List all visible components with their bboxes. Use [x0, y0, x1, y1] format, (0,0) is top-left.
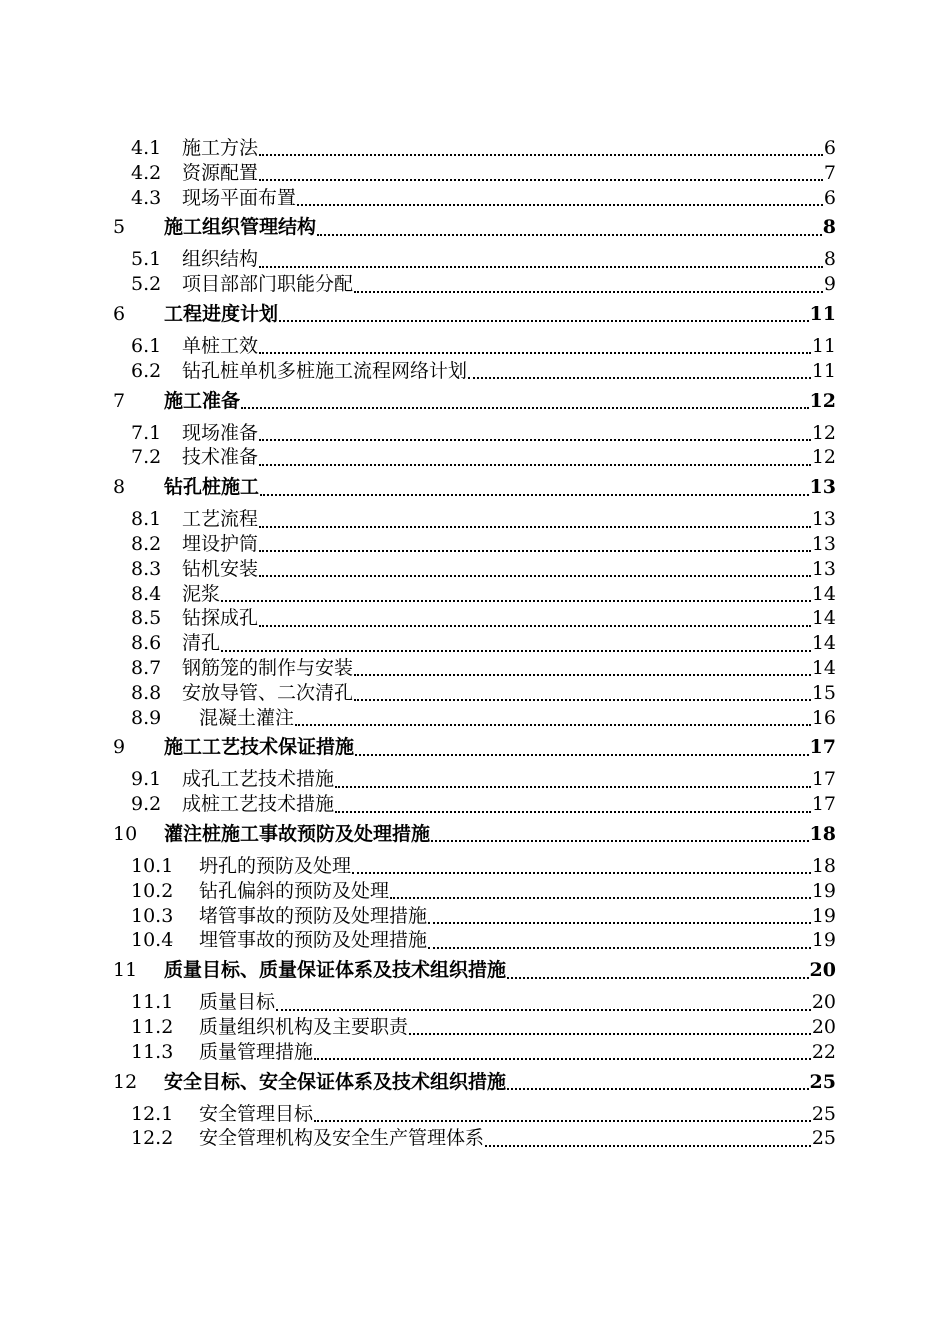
toc-entry-number: 8.9	[131, 706, 162, 729]
toc-entry-title: 施工组织管理结构	[164, 216, 317, 239]
toc-section-entry[interactable]	[113, 445, 836, 470]
toc-entry-number: 8.4	[131, 582, 162, 605]
toc-entry-title: 埋设护筒	[182, 532, 259, 555]
toc-entry-number: 8.1	[131, 508, 162, 531]
toc-entry-title: 安放导管、二次清孔	[182, 681, 354, 704]
toc-entry-title: 现场平面布置	[182, 186, 297, 209]
toc-entry-number: 12	[113, 1070, 138, 1093]
toc-leader-dots	[295, 724, 811, 726]
toc-entry-number: 11	[113, 959, 138, 982]
toc-leader-dots	[314, 1058, 811, 1060]
toc-entry-page-number: 25	[811, 1102, 836, 1125]
toc-entry-page-number: 13	[811, 532, 836, 555]
toc-entry-number: 11.1	[131, 991, 174, 1014]
toc-entry-number: 6.1	[131, 334, 162, 357]
toc-entry-page-number: 20	[811, 1015, 836, 1038]
toc-entry-page-number: 8	[822, 216, 836, 239]
toc-section-entry[interactable]	[113, 706, 836, 731]
toc-section-entry[interactable]	[113, 557, 836, 582]
toc-entry-number: 8.3	[131, 557, 162, 580]
toc-entry-title: 质量目标	[199, 991, 276, 1014]
toc-entry-number: 9.2	[131, 793, 162, 816]
toc-entry-title: 堵管事故的预防及处理措施	[199, 904, 428, 927]
toc-chapter-entry[interactable]	[113, 1069, 836, 1096]
toc-entry-number: 10.1	[131, 854, 174, 877]
toc-section-entry[interactable]	[113, 582, 836, 607]
toc-entry-page-number: 13	[811, 508, 836, 531]
toc-entry-title: 安全管理机构及安全生产管理体系	[199, 1127, 485, 1150]
toc-leader-dots	[259, 464, 811, 466]
toc-entry-title: 工艺流程	[182, 508, 259, 531]
toc-entry-page-number: 11	[809, 302, 836, 325]
toc-section-entry[interactable]	[113, 767, 836, 792]
toc-leader-dots	[354, 699, 811, 701]
toc-entry-page-number: 15	[811, 681, 836, 704]
toc-entry-page-number: 14	[811, 582, 836, 605]
toc-entry-title: 成孔工艺技术措施	[182, 768, 335, 791]
toc-entry-number: 12.2	[131, 1127, 174, 1150]
toc-entry-number: 10.3	[131, 904, 174, 927]
toc-entry-title: 安全目标、安全保证体系及技术组织措施	[164, 1070, 507, 1093]
toc-entry-number: 12.1	[131, 1102, 174, 1125]
toc-entry-title: 成桩工艺技术措施	[182, 793, 335, 816]
toc-entry-number: 4.2	[131, 161, 162, 184]
toc-section-entry[interactable]	[113, 532, 836, 557]
toc-entry-page-number: 20	[809, 959, 836, 982]
toc-entry-title: 技术准备	[182, 446, 259, 469]
toc-leader-dots	[314, 1120, 811, 1122]
toc-entry-number: 6	[113, 302, 126, 325]
toc-entry-title: 组织结构	[182, 248, 259, 271]
toc-entry-number: 8.7	[131, 656, 162, 679]
toc-leader-dots	[259, 439, 811, 441]
toc-entry-number: 4.3	[131, 186, 162, 209]
toc-leader-dots	[259, 575, 811, 577]
toc-leader-dots	[276, 1009, 811, 1011]
toc-entry-page-number: 22	[811, 1040, 836, 1063]
toc-chapter-entry[interactable]	[113, 957, 836, 984]
toc-entry-page-number: 13	[811, 557, 836, 580]
toc-leader-dots	[355, 754, 809, 756]
toc-entry-number: 8.8	[131, 681, 162, 704]
toc-entry-page-number: 14	[811, 632, 836, 655]
toc-entry-page-number: 25	[811, 1127, 836, 1150]
toc-section-entry[interactable]	[113, 507, 836, 532]
toc-leader-dots	[354, 674, 811, 676]
toc-leader-dots	[428, 922, 811, 924]
toc-entry-number: 6.2	[131, 359, 162, 382]
toc-chapter-entry[interactable]	[113, 301, 836, 328]
toc-entry-title: 钻机安装	[182, 557, 259, 580]
toc-leader-dots	[259, 179, 823, 181]
toc-entry-page-number: 19	[811, 904, 836, 927]
toc-entry-page-number: 20	[811, 991, 836, 1014]
toc-section-entry[interactable]	[113, 792, 836, 817]
toc-entry-page-number: 19	[811, 879, 836, 902]
toc-leader-dots	[428, 947, 811, 949]
toc-section-entry[interactable]	[113, 631, 836, 656]
toc-section-entry[interactable]	[113, 421, 836, 446]
toc-section-entry[interactable]	[113, 928, 836, 953]
toc-entry-title: 质量管理措施	[199, 1040, 314, 1063]
toc-section-entry[interactable]	[113, 247, 836, 272]
toc-chapter-entry[interactable]	[113, 388, 836, 415]
toc-leader-dots	[409, 1033, 811, 1035]
toc-leader-dots	[221, 650, 811, 652]
toc-leader-dots	[241, 407, 809, 409]
toc-leader-dots	[468, 377, 811, 379]
toc-entry-page-number: 16	[811, 706, 836, 729]
table-of-contents	[113, 136, 836, 1151]
toc-leader-dots	[259, 526, 811, 528]
toc-entry-number: 4.1	[131, 137, 162, 159]
toc-entry-number: 5.2	[131, 273, 162, 296]
toc-entry-page-number: 7	[823, 161, 836, 184]
toc-section-entry[interactable]	[113, 334, 836, 359]
toc-entry-page-number: 12	[811, 421, 836, 444]
toc-section-entry[interactable]	[113, 656, 836, 681]
toc-entry-title: 质量目标、质量保证体系及技术组织措施	[164, 959, 507, 982]
toc-entry-title: 施工准备	[164, 389, 241, 412]
toc-section-entry[interactable]	[113, 990, 836, 1015]
toc-section-entry[interactable]	[113, 359, 836, 384]
toc-entry-page-number: 8	[823, 248, 836, 271]
toc-entry-title: 钢筋笼的制作与安装	[182, 656, 354, 679]
toc-section-entry[interactable]	[113, 904, 836, 929]
toc-entry-page-number: 11	[811, 334, 836, 357]
toc-entry-title: 钻孔桩施工	[164, 476, 260, 499]
toc-entry-title: 单桩工效	[182, 334, 259, 357]
toc-leader-dots	[507, 1088, 809, 1090]
toc-entry-number: 10	[113, 822, 138, 845]
toc-section-entry[interactable]	[113, 606, 836, 631]
toc-entry-page-number: 12	[811, 446, 836, 469]
toc-leader-dots	[259, 154, 823, 156]
toc-leader-dots	[259, 266, 823, 268]
toc-section-entry[interactable]	[113, 854, 836, 879]
toc-entry-page-number: 6	[823, 137, 836, 159]
toc-leader-dots	[279, 320, 809, 322]
toc-entry-title: 灌注桩施工事故预防及处理措施	[164, 822, 431, 845]
toc-entry-title: 现场准备	[182, 421, 259, 444]
toc-entry-number: 10.4	[131, 929, 174, 952]
toc-entry-title: 埋管事故的预防及处理措施	[199, 929, 428, 952]
toc-leader-dots	[431, 840, 809, 842]
toc-entry-number: 7.1	[131, 421, 162, 444]
toc-leader-dots	[335, 786, 811, 788]
toc-leader-dots	[507, 977, 809, 979]
toc-leader-dots	[260, 494, 809, 496]
toc-section-entry[interactable]	[113, 161, 836, 186]
toc-entry-title: 混凝土灌注	[199, 706, 295, 729]
toc-entry-page-number: 17	[809, 736, 836, 759]
toc-chapter-entry[interactable]	[113, 734, 836, 761]
toc-section-entry[interactable]	[113, 1126, 836, 1151]
toc-section-entry[interactable]	[113, 1040, 836, 1065]
toc-section-entry[interactable]	[113, 272, 836, 297]
toc-entry-page-number: 11	[811, 359, 836, 382]
toc-leader-dots	[352, 872, 811, 874]
toc-entry-number: 8.5	[131, 607, 162, 630]
toc-leader-dots	[354, 291, 823, 293]
toc-entry-page-number: 13	[809, 476, 836, 499]
toc-entry-page-number: 19	[811, 929, 836, 952]
toc-entry-page-number: 17	[811, 768, 836, 791]
toc-leader-dots	[259, 352, 811, 354]
toc-entry-page-number: 6	[823, 186, 836, 209]
toc-chapter-entry[interactable]	[113, 474, 836, 501]
toc-entry-number: 9.1	[131, 768, 162, 791]
toc-entry-number: 9	[113, 736, 126, 759]
toc-leader-dots	[297, 204, 823, 206]
toc-leader-dots	[317, 234, 822, 236]
toc-entry-number: 5.1	[131, 248, 162, 271]
toc-entry-page-number: 14	[811, 656, 836, 679]
toc-entry-title: 坍孔的预防及处理	[199, 854, 352, 877]
toc-leader-dots	[485, 1145, 811, 1147]
toc-entry-page-number: 17	[811, 793, 836, 816]
toc-entry-number: 10.2	[131, 879, 174, 902]
toc-entry-title: 清孔	[182, 632, 221, 655]
toc-entry-page-number: 14	[811, 607, 836, 630]
toc-entry-number: 7	[113, 389, 126, 412]
toc-entry-number: 7.2	[131, 446, 162, 469]
toc-entry-title: 钻孔桩单机多桩施工流程网络计划	[182, 359, 468, 382]
toc-entry-title: 质量组织机构及主要职责	[199, 1015, 409, 1038]
toc-section-entry[interactable]	[113, 1015, 836, 1040]
toc-section-entry[interactable]	[113, 681, 836, 706]
toc-entry-number: 5	[113, 216, 126, 239]
toc-leader-dots	[335, 811, 811, 813]
toc-entry-title: 资源配置	[182, 161, 259, 184]
toc-section-entry[interactable]	[113, 186, 836, 211]
toc-entry-page-number: 18	[811, 854, 836, 877]
toc-entry-number: 11.3	[131, 1040, 174, 1063]
toc-entry-page-number: 12	[809, 389, 836, 412]
toc-entry-title: 项目部部门职能分配	[182, 273, 354, 296]
toc-leader-dots	[259, 625, 811, 627]
toc-section-entry[interactable]	[113, 879, 836, 904]
toc-leader-dots	[259, 550, 811, 552]
toc-entry-title: 施工方法	[182, 137, 259, 159]
toc-entry-number: 8.2	[131, 532, 162, 555]
toc-entry-number: 8	[113, 476, 126, 499]
toc-entry-number: 8.6	[131, 632, 162, 655]
toc-entry-page-number: 18	[809, 822, 836, 845]
toc-chapter-entry[interactable]	[113, 821, 836, 848]
toc-leader-dots	[221, 600, 811, 602]
toc-section-entry[interactable]	[113, 1102, 836, 1127]
toc-entry-number: 11.2	[131, 1015, 174, 1038]
toc-entry-title: 泥浆	[182, 582, 221, 605]
toc-entry-page-number: 25	[809, 1070, 836, 1093]
toc-entry-page-number: 9	[823, 273, 836, 296]
toc-leader-dots	[390, 897, 811, 899]
toc-entry-title: 安全管理目标	[199, 1102, 314, 1125]
toc-entry-title: 钻孔偏斜的预防及处理	[199, 879, 390, 902]
toc-entry-title: 工程进度计划	[164, 302, 279, 325]
toc-entry-title: 施工工艺技术保证措施	[164, 736, 355, 759]
toc-chapter-entry[interactable]	[113, 214, 836, 241]
toc-entry-title: 钻探成孔	[182, 607, 259, 630]
toc-section-entry[interactable]	[113, 136, 836, 161]
